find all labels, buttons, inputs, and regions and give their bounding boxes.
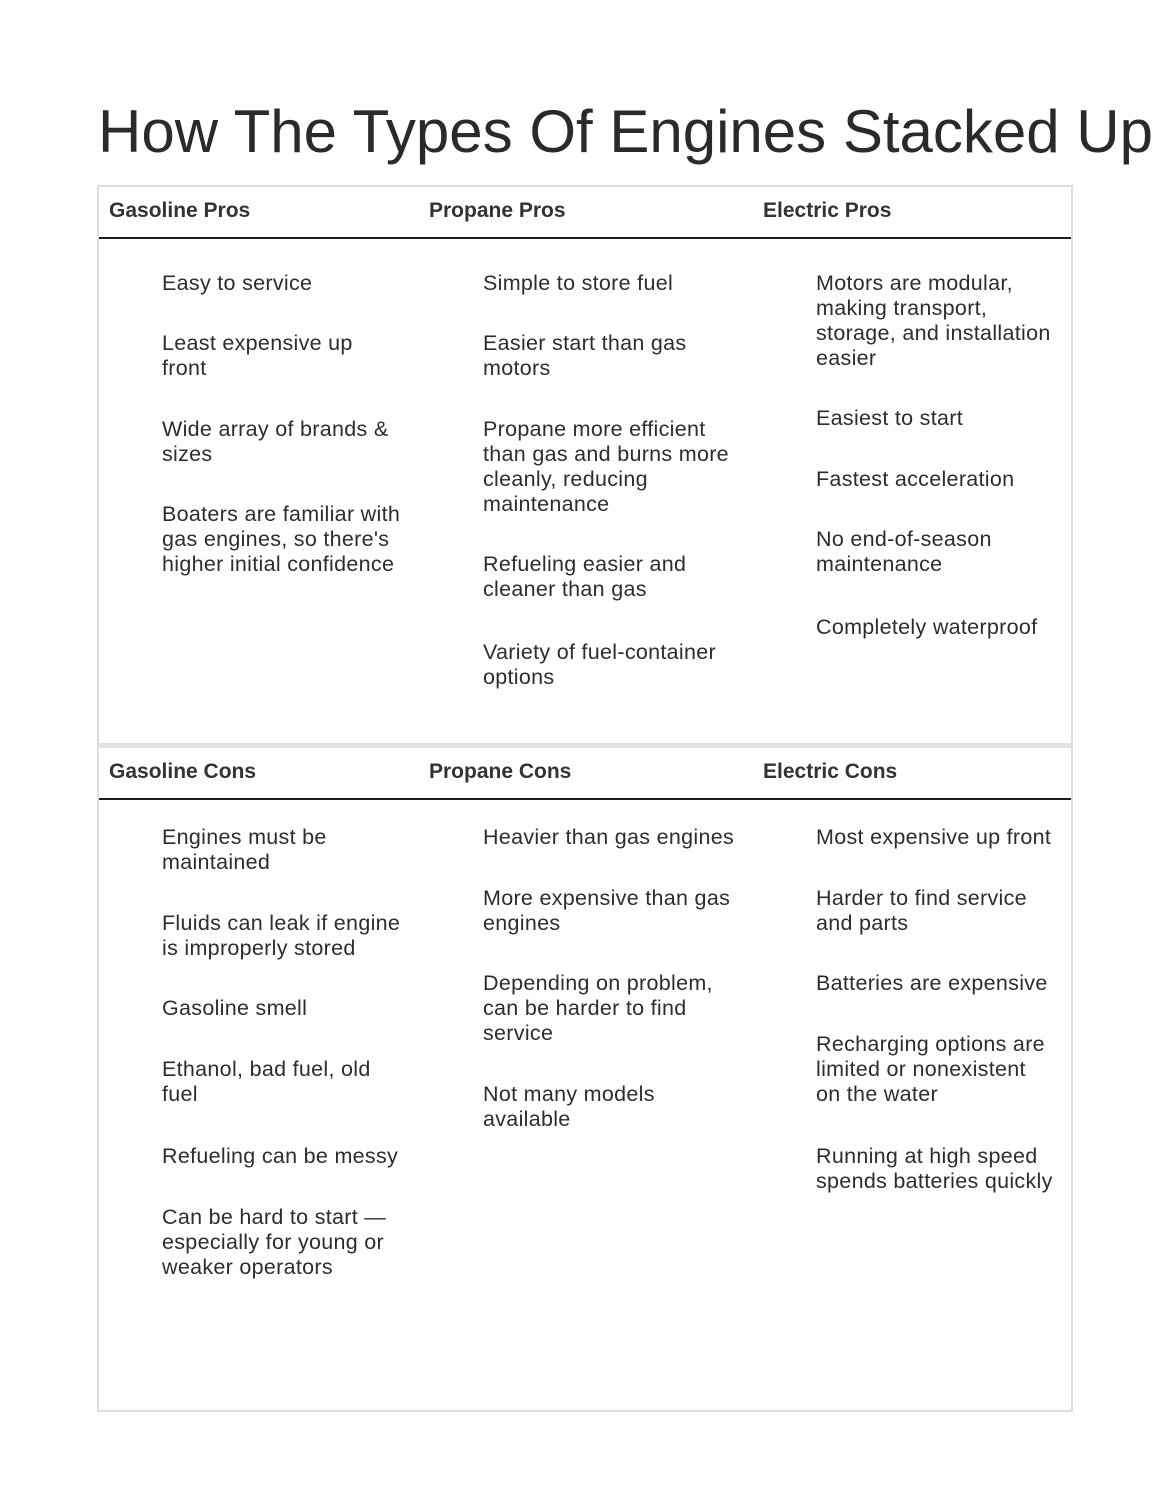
list-item: Refueling can be messy: [162, 1144, 399, 1168]
gasoline-pros-list: [162, 271, 402, 577]
list-item: Refueling easier and cleaner than gas: [483, 552, 687, 601]
list-item: Engines must be maintained: [162, 825, 327, 874]
list-item: Least expensive up front: [162, 331, 353, 380]
list-item: Gasoline smell: [162, 996, 308, 1020]
propane-pros-header: Propane Pros: [429, 199, 566, 222]
list-item: Easier start than gas motors: [483, 331, 687, 380]
list-item: Boaters are familiar with gas engines, so there's higher initial confidence: [162, 502, 401, 576]
pros-section: [99, 187, 1071, 743]
pros-header-row: [99, 187, 1071, 239]
list-item: Heavier than gas engines: [483, 825, 735, 849]
list-item: Fastest acceleration: [816, 467, 1015, 491]
gasoline-cons-list: [162, 825, 402, 1280]
list-item: Easy to service: [162, 271, 313, 295]
list-item: Ethanol, bad fuel, old fuel: [162, 1057, 371, 1106]
page-title: How The Types Of Engines Stacked Up: [98, 98, 1154, 165]
list-item: Harder to find service and parts: [816, 886, 1027, 935]
electric-cons-list: [816, 825, 1056, 1194]
electric-pros-list: [816, 271, 1056, 640]
list-item: Wide array of brands & sizes: [162, 417, 389, 466]
list-item: Recharging options are limited or nonexistent on the water: [816, 1032, 1045, 1106]
list-item: Motors are modular, making transport, storage, and installation easier: [816, 271, 1051, 370]
list-item: Depending on problem, can be harder to find service: [483, 971, 713, 1045]
list-item: Most expensive up front: [816, 825, 1052, 849]
propane-cons-header: Propane Cons: [429, 760, 572, 783]
list-item: No end-of-season maintenance: [816, 527, 992, 576]
list-item: More expensive than gas engines: [483, 886, 731, 935]
list-item: Completely waterproof: [816, 615, 1038, 639]
gasoline-pros-header: Gasoline Pros: [109, 199, 251, 222]
list-item: Simple to store fuel: [483, 271, 674, 295]
list-item: Easiest to start: [816, 406, 963, 430]
list-item: Can be hard to start — especially for young or weaker operators: [162, 1205, 387, 1279]
list-item: Running at high speed spends batteries quickly: [816, 1144, 1053, 1193]
list-item: Batteries are expensive: [816, 971, 1048, 995]
list-item: Variety of fuel-container options: [483, 640, 716, 689]
propane-cons-list: [483, 825, 743, 1132]
cons-header-row: [99, 748, 1071, 800]
gasoline-cons-header: Gasoline Cons: [109, 760, 257, 783]
electric-cons-header: Electric Cons: [763, 760, 898, 783]
list-item: Propane more efficient than gas and burns more cleanly, reducing maintenance: [483, 417, 729, 516]
electric-pros-header: Electric Pros: [763, 199, 892, 222]
list-item: Fluids can leak if engine is improperly stored: [162, 911, 401, 960]
list-item: Not many models available: [483, 1082, 655, 1131]
propane-pros-list: [483, 271, 743, 690]
cons-section: [99, 743, 1071, 1417]
comparison-table: [97, 185, 1073, 1412]
